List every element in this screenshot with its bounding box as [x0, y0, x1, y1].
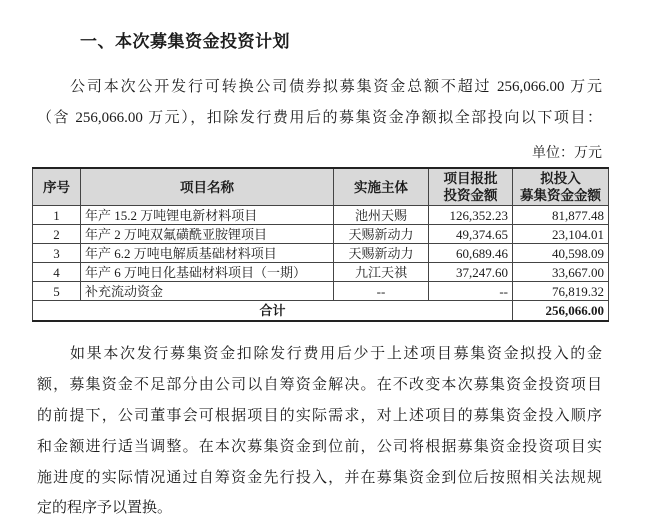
- closing-line-2: 额，募集资金不足部分由公司以自筹资金解决。在不改变本次募集资金投资项目: [37, 377, 602, 393]
- header-entity: 实施主体: [334, 168, 429, 206]
- closing-line-4: 和金额进行适当调整。在本次募集资金到位前，公司将根据募集资金投资项目实: [37, 439, 602, 455]
- closing-line-3: 的前提下，公司董事会可根据项目的实际需求，对上述项目的募集资金投入顺序: [37, 408, 602, 424]
- row-no: 5: [33, 282, 81, 301]
- total-value: 256,066.00: [513, 301, 609, 322]
- table-row: [33, 282, 609, 301]
- table-row: [33, 244, 609, 263]
- row-entity: 池州天赐: [334, 206, 429, 225]
- row-project-name: 年产 6 万吨日化基础材料项目（一期）: [81, 263, 334, 282]
- header-planned-investment: [513, 168, 609, 206]
- header-no: 序号: [33, 168, 81, 206]
- closing-line-6: 定的程序予以置换。: [37, 500, 173, 516]
- row-no: 4: [33, 263, 81, 282]
- table-total-row: [33, 301, 609, 322]
- row-approved: 49,374.65: [429, 225, 513, 244]
- closing-line-1: 如果本次发行募集资金扣除发行费用后少于上述项目募集资金拟投入的金: [70, 346, 602, 362]
- header-approved-line-2: 投资金额: [443, 188, 498, 203]
- row-project-name: 年产 6.2 万吨电解质基础材料项目: [81, 244, 334, 263]
- header-project-name: 项目名称: [81, 168, 334, 206]
- row-entity: 天赐新动力: [334, 225, 429, 244]
- row-planned: 81,877.48: [513, 206, 609, 225]
- row-planned: 23,104.01: [513, 225, 609, 244]
- row-approved: 37,247.60: [429, 263, 513, 282]
- row-entity: --: [334, 282, 429, 301]
- closing-line-5: 施进度的实际情况通过自筹资金先行投入，并在募集资金到位后按照相关法规规: [37, 470, 602, 486]
- row-planned: 33,667.00: [513, 263, 609, 282]
- table-row: [33, 206, 609, 225]
- row-no: 3: [33, 244, 81, 263]
- row-project-name: 年产 2 万吨双氟磺酰亚胺锂项目: [81, 225, 334, 244]
- investment-table: [32, 167, 609, 322]
- intro-line-1: 公司本次公开发行可转换公司债券拟募集资金总额不超过 256,066.00 万元: [70, 79, 602, 95]
- row-entity: 天赐新动力: [334, 244, 429, 263]
- row-entity: 九江天祺: [334, 263, 429, 282]
- row-approved: 60,689.46: [429, 244, 513, 263]
- table-header-row: [33, 168, 609, 206]
- row-no: 1: [33, 206, 81, 225]
- row-project-name: 年产 15.2 万吨锂电新材料项目: [81, 206, 334, 225]
- header-planned-line-2: 募集资金金额: [520, 188, 601, 203]
- intro-line-2: （含 256,066.00 万元），扣除发行费用后的募集资金净额拟全部投向以下项目：: [37, 110, 602, 126]
- row-planned: 40,598.09: [513, 244, 609, 263]
- table-row: [33, 263, 609, 282]
- header-approved-investment: [429, 168, 513, 206]
- header-approved-line-1: 项目报批: [443, 171, 498, 186]
- header-planned-line-1: 拟投入: [540, 171, 581, 186]
- row-no: 2: [33, 225, 81, 244]
- unit-label: 单位：万元: [532, 146, 602, 161]
- table-row: [33, 225, 609, 244]
- row-planned: 76,819.32: [513, 282, 609, 301]
- row-approved: 126,352.23: [429, 206, 513, 225]
- section-heading: 一、本次募集资金投资计划: [80, 32, 290, 52]
- total-label: 合计: [33, 301, 513, 322]
- row-project-name: 补充流动资金: [81, 282, 334, 301]
- row-approved: --: [429, 282, 513, 301]
